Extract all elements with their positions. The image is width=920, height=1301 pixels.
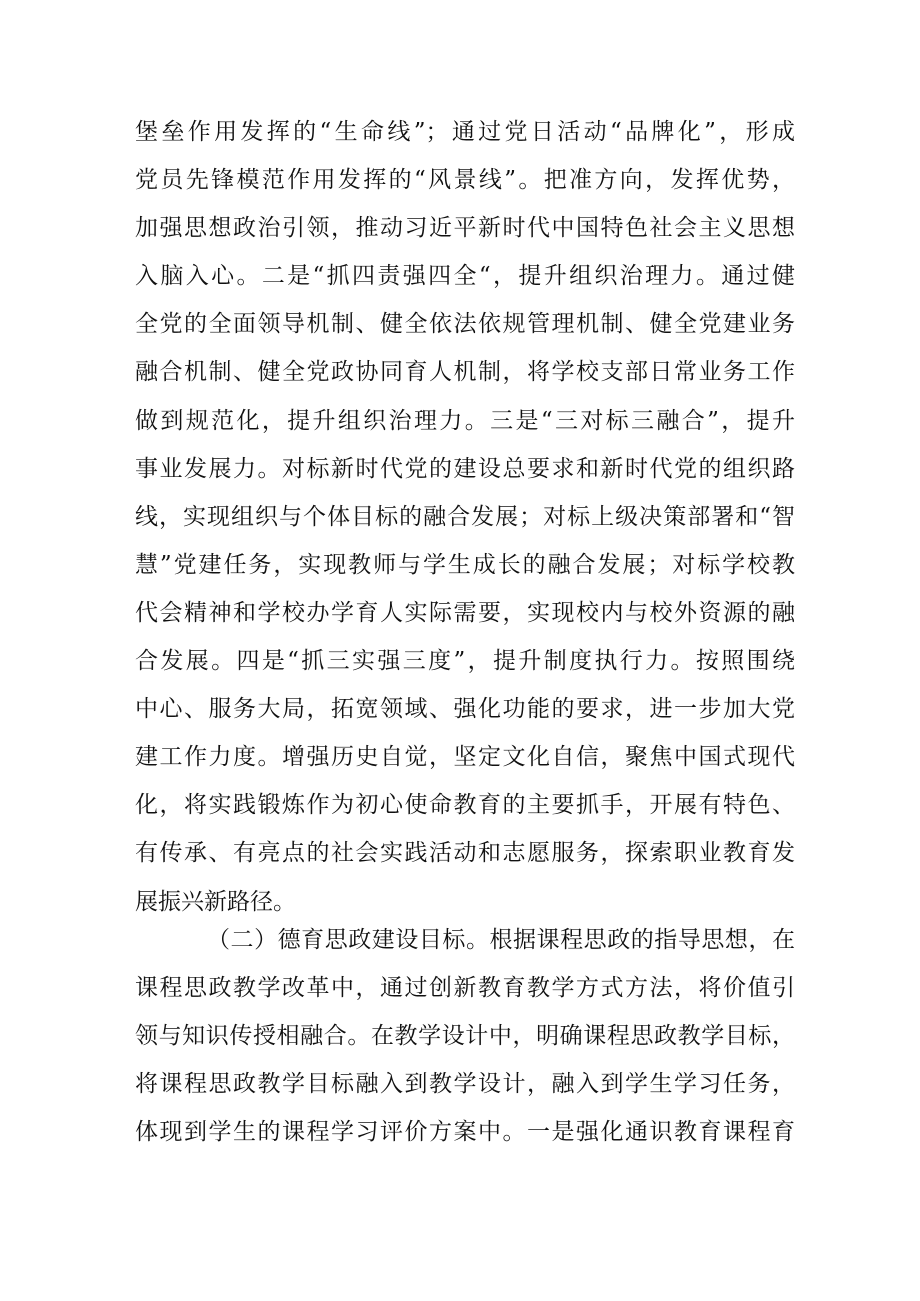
- text-line: 堡垒作用发挥的“生命线”；通过党日活动“品牌化”，形成: [135, 119, 795, 145]
- text-line: 线，实现组织与个体目标的融合发展；对标上级决策部署和“智: [135, 503, 795, 530]
- text-line: 全党的全面领导机制、健全依法依规管理机制、健全党建业务: [135, 311, 795, 338]
- text-line: 体现到学生的课程学习评价方案中。一是强化通识教育课程育: [135, 1119, 795, 1146]
- paragraph-party-building: [135, 108, 795, 926]
- text-line: 领与知识传授相融合。在教学设计中，明确课程思政教学目标，: [135, 1023, 795, 1050]
- text-line: 展振兴新路径。: [135, 888, 296, 915]
- text-line: 化，将实践锻炼作为初心使命教育的主要抓手，开展有特色、: [135, 792, 795, 819]
- text-line: 做到规范化，提升组织治理力。三是“三对标三融合”，提升: [135, 407, 795, 434]
- text-line: 入脑入心。二是“抓四责强四全“，提升组织治理力。通过健: [135, 263, 795, 290]
- text-line: 代会精神和学校办学育人实际需要，实现校内与校外资源的融: [135, 599, 795, 626]
- text-line: 有传承、有亮点的社会实践活动和志愿服务，探索职业教育发: [135, 840, 795, 867]
- text-line: 将课程思政教学目标融入到教学设计，融入到学生学习任务，: [135, 1071, 795, 1098]
- text-line: 党员先锋模范作用发挥的“风景线”。把准方向，发挥优势，: [135, 167, 795, 194]
- text-line: 慧”党建任务，实现教师与学生成长的融合发展；对标学校教: [135, 551, 795, 578]
- text-line: 融合机制、健全党政协同育人机制，将学校支部日常业务工作: [135, 359, 795, 386]
- paragraph-moral-education: [135, 916, 795, 1156]
- text-line: 合发展。四是“抓三实强三度”，提升制度执行力。按照围绕: [135, 648, 795, 675]
- text-line: 事业发展力。对标新时代党的建设总要求和新时代党的组织路: [135, 455, 795, 482]
- text-line: 中心、服务大局，拓宽领域、强化功能的要求，进一步加大党: [135, 696, 795, 723]
- text-line: （二）德育思政建设目标。根据课程思政的指导思想，在: [207, 927, 795, 953]
- text-line: 加强思想政治引领，推动习近平新时代中国特色社会主义思想: [135, 215, 795, 242]
- text-line: 建工作力度。增强历史自觉，坚定文化自信，聚焦中国式现代: [135, 744, 795, 771]
- text-line: 课程思政教学改革中，通过创新教育教学方式方法，将价值引: [135, 975, 795, 1002]
